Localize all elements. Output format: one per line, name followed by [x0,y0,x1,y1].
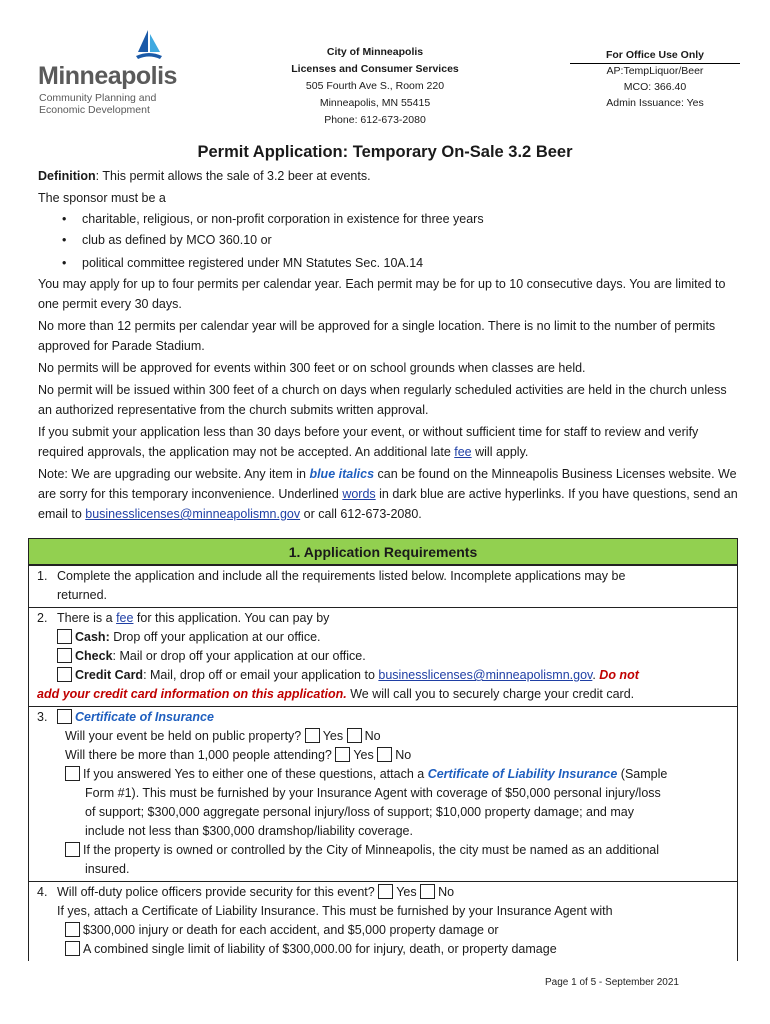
city-property-item [37,841,733,860]
check-text: : Mail or drop off your application at our office. [112,649,366,663]
credit-card-checkbox[interactable] [57,667,72,682]
attendance-yes-checkbox[interactable] [335,747,350,762]
city-property-text: If the property is owned or controlled by the City of Minneapolis, the city must be named as an additional [83,843,660,857]
list-item: • club as defined by MCO 360.10 or [62,230,738,251]
street-address: 505 Fourth Ave S., Room 220 [305,80,445,92]
logo-subtitle-line-2: Economic Development [39,104,150,116]
note-text: Note: We are upgrading our website. Any item in [38,467,310,481]
office-use-title: For Office Use Only [605,49,705,61]
words-link[interactable]: words [342,487,376,501]
office-use-code: AP:TempLiquor/Beer [606,65,704,77]
fee-text-end: for this application. You can pay by [133,611,330,625]
website-note [38,464,738,524]
late-fee-paragraph [38,422,738,462]
credit-card-warning-cont [37,685,733,704]
section-header: 1. Application Requirements [28,538,738,566]
coverage-option-2-checkbox[interactable] [65,941,80,956]
credit-card-text-2: . [592,668,600,682]
definition [38,166,738,186]
logo-city-name: Minneapolis [38,62,177,90]
late-fee-text-end: will apply. [471,445,529,459]
liability-insurance-label: Certificate of Liability Insurance [427,767,618,781]
liability-insurance-checkbox[interactable] [65,766,80,781]
liability-text-line-3: of support; $300,000 aggregate personal injury/loss of support; $10,000 property damage; and may [85,805,634,819]
police-question: Will off-duty police officers provide security for this event? [57,885,375,899]
no-label: No [438,885,455,899]
liability-text-2: (Sample [617,767,668,781]
page-title: Permit Application: Temporary On-Sale 3.2 Beer [197,143,573,161]
cash-text: Drop off your application at our office. [109,630,321,644]
public-property-no-checkbox[interactable] [347,728,362,743]
requirement-text: Complete the application and include all the requirements listed below. Incomplete applications may be [57,569,626,583]
logo-subtitle [39,92,156,116]
office-use-divider [570,63,740,64]
credit-card-text: : Mail, drop off or email your application to [143,668,379,682]
liability-insurance-item [37,765,733,784]
office-use-issuance: Admin Issuance: Yes [606,97,704,109]
yes-label: Yes [396,885,417,899]
item-number: 3. [37,710,48,724]
coverage-option-2 [37,940,733,959]
note-text-3: in dark blue are active hyperlinks. If you have questions, send an email to [38,487,738,521]
late-fee-link[interactable]: fee [454,445,472,459]
logo-subtitle-line-1: Community Planning and [39,92,157,104]
note-text-4: or call 612-673-2080. [300,507,422,521]
credit-card-option [37,666,733,685]
no-label: No [395,748,412,762]
page-footer: Page 1 of 5 - September 2021 [545,977,679,988]
requirement-1 [28,566,738,608]
permit-limit-paragraph: You may apply for up to four permits per calendar year. Each permit may be for up to 10 consecutive days. You are limited to one permit every 30 days. [38,277,726,311]
coverage-option-1-checkbox[interactable] [65,922,80,937]
fee-text: There is a [57,611,117,625]
public-property-question [37,727,733,746]
city-property-checkbox[interactable] [65,842,80,857]
note-text-2: can be found on the Minneapolis Business Licenses website. We are sorry for this temporary inconvenience. Underlined [38,467,737,501]
church-paragraph: No permit will be issued within 300 feet of a church on days when regularly scheduled activities are held in the church unless an authorized representative from the church submits written approval. [38,383,727,417]
check-option [37,647,733,666]
phone-number: Phone: 612-673-2080 [324,114,426,126]
cash-label: Cash: [75,630,110,644]
certificate-checkbox[interactable] [57,709,72,724]
requirement-3 [28,707,738,882]
email-link[interactable]: businesslicenses@minneapolismn.gov [85,507,301,521]
blue-italics-example: blue italics [309,467,375,481]
sponsor-intro: The sponsor must be a [38,191,166,205]
police-no-checkbox[interactable] [420,884,435,899]
police-insurance-text: If yes, attach a Certificate of Liability Insurance. This must be furnished by your Insurance Agent with [57,904,613,918]
public-property-yes-checkbox[interactable] [305,728,320,743]
question-text: Will there be more than 1,000 people attending? [65,748,332,762]
liability-text: If you answered Yes to either one of these questions, attach a [83,767,428,781]
certificate-of-insurance-label: Certificate of Insurance [75,710,214,724]
liability-text-line-4: include not less than $300,000 dramshop/liability coverage. [85,824,413,838]
office-address-block [270,44,480,129]
check-checkbox[interactable] [57,648,72,663]
item-number: 4. [37,885,48,899]
credit-card-email-link[interactable]: businesslicenses@minneapolismn.gov [378,668,593,682]
intro-text [38,166,738,525]
sponsor-list [62,209,738,274]
city-name: City of Minneapolis [326,46,424,58]
yes-label: Yes [322,729,344,743]
credit-card-warning: Do not [599,668,639,682]
credit-card-text-3: We will call you to securely charge your credit card. [346,687,635,701]
attendance-no-checkbox[interactable] [377,747,392,762]
check-label: Check [75,649,113,663]
cash-checkbox[interactable] [57,629,72,644]
coverage-option-1-text: $300,000 injury or death for each accident, and $5,000 property damage or [83,923,499,937]
item-number: 1. [37,569,48,583]
coverage-option-2-text: A combined single limit of liability of $300,000.00 for injury, death, or property damage [83,942,557,956]
police-yes-checkbox[interactable] [378,884,393,899]
coverage-option-1 [37,921,733,940]
city-property-text-2: insured. [85,862,130,876]
fee-link[interactable]: fee [116,611,134,625]
credit-card-warning-2: add your credit card information on this application. [37,687,347,701]
school-paragraph: No permits will be approved for events within 300 feet or on school grounds when classes are held. [38,361,586,375]
item-number: 2. [37,611,48,625]
definition-text: : This permit allows the sale of 3.2 beer at events. [95,169,371,183]
city-state-zip: Minneapolis, MN 55415 [319,97,431,109]
minneapolis-logo [38,28,188,123]
credit-card-label: Credit Card [75,668,144,682]
department-name: Licenses and Consumer Services [291,63,459,75]
late-fee-text: If you submit your application less than 30 days before your event, or without sufficient time for staff to review and verify required approvals, the application may not be accepted. An additional late [38,425,699,459]
no-label: No [364,729,381,743]
office-use-block [580,47,730,111]
attendance-question [37,746,733,765]
requirement-2 [28,608,738,707]
requirement-text-cont: returned. [57,588,108,602]
list-item: • political committee registered under MN Statutes Sec. 10A.14 [62,253,738,274]
application-requirements-section [28,538,738,961]
question-text: Will your event be held on public property? [65,729,302,743]
yes-label: Yes [353,748,374,762]
list-item: • charitable, religious, or non-profit corporation in existence for three years [62,209,738,230]
definition-label: Definition [38,169,96,183]
cash-option [37,628,733,647]
location-limit-paragraph: No more than 12 permits per calendar year will be approved for a single location. There is no limit to the number of permits approved for Parade Stadium. [38,319,716,353]
liability-text-line-2: Form #1). This must be furnished by your Insurance Agent with coverage of $50,000 personal injury/loss [85,786,661,800]
requirement-4 [28,882,738,961]
office-use-mco: MCO: 366.40 [623,81,687,93]
